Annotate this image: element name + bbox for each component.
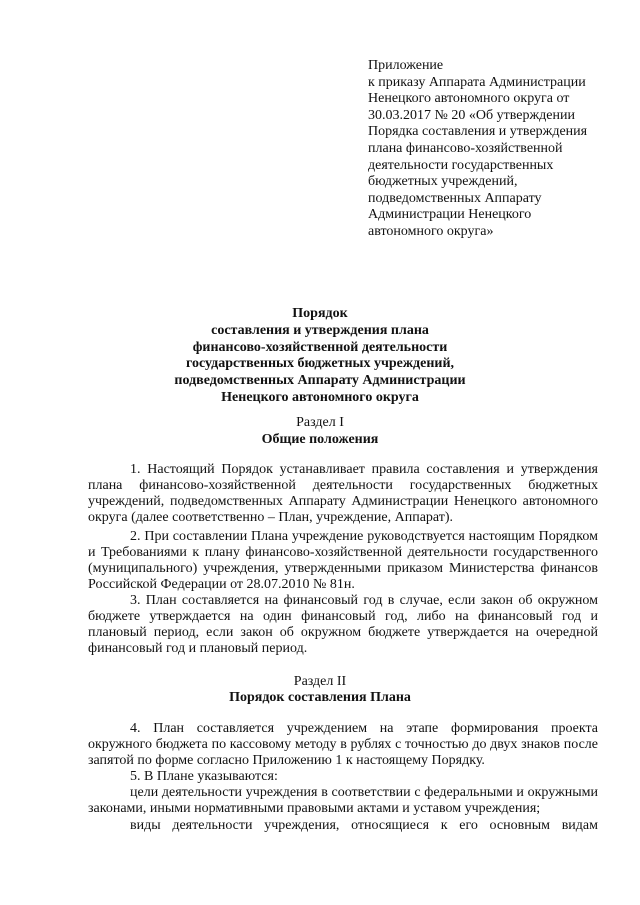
annex-line: бюджетных учреждений, [368, 174, 518, 190]
annex-line: к приказу Аппарата Администрации [368, 74, 586, 90]
section-1-number: Раздел I [296, 415, 344, 430]
annex-line: плана финансово-хозяйственной [368, 140, 563, 156]
annex-line: Порядка составления и утверждения [368, 124, 588, 140]
annex-line: Приложение [368, 58, 444, 73]
document-title [0, 306, 640, 407]
title-line: подведомственных Аппарату Администрации [174, 373, 466, 389]
paragraph-4: 4. План составляется учреждением на этапе формирования проекта окружного бюджета по кассовому методу в рублях с точностью до двух знаков после запятой по форме согласно Приложению 1 к настоящему Порядку. [88, 721, 598, 768]
annex-line: Ненецкого автономного округа от [368, 91, 570, 107]
title-line: финансово-хозяйственной деятельности [192, 339, 448, 355]
title-line: составления и утверждения плана [211, 322, 429, 338]
paragraph-1: 1. Настоящий Порядок устанавливает правила составления и утверждения плана финансово-хозяйственной деятельности государственных бюджетных учреждений, подведомственных Аппарату Администрации Ненецкого автономного округа (далее соответственно – План, учреждение, Аппарат). [88, 462, 598, 525]
section-2-number: Раздел II [293, 674, 347, 689]
paragraph-6: цели деятельности учреждения в соответствии с федеральными и окружными законами, иными нормативными правовыми актами и уставом учреждения; [88, 785, 598, 816]
annex-line: 30.03.2017 № 20 «Об утверждении [368, 107, 575, 123]
title-line: Порядок [292, 306, 348, 321]
section-2-name: Порядок составления Плана [229, 690, 411, 705]
title-line: государственных бюджетных учреждений, [185, 356, 455, 372]
section-1-name: Общие положения [261, 432, 379, 447]
paragraph-5: 5. В Плане указываются: [130, 769, 278, 784]
annex-line: автономного округа» [368, 223, 494, 239]
paragraph-7: виды деятельности учреждения, относящиеся к его основным видам [130, 818, 598, 833]
annex-note [368, 58, 630, 241]
annex-line: деятельности государственных [368, 157, 554, 173]
annex-line: Администрации Ненецкого [368, 207, 532, 223]
title-line: Ненецкого автономного округа [221, 389, 419, 405]
annex-line: подведомственных Аппарату [368, 190, 542, 206]
paragraph-3: 3. План составляется на финансовый год в случае, если закон об окружном бюджете утверждается на один финансовый год, либо на финансовый год и плановый период, если закон об окружном бюджете утверждается на очередной финансовый год и плановый период. [88, 593, 598, 656]
paragraph-2: 2. При составлении Плана учреждение руководствуется настоящим Порядком и Требованиями к плану финансово-хозяйственной деятельности государственного (муниципального) учреждения, утвержденными приказом Министерства финансов Российской Федерации от 28.07.2010 № 81н. [88, 529, 598, 592]
